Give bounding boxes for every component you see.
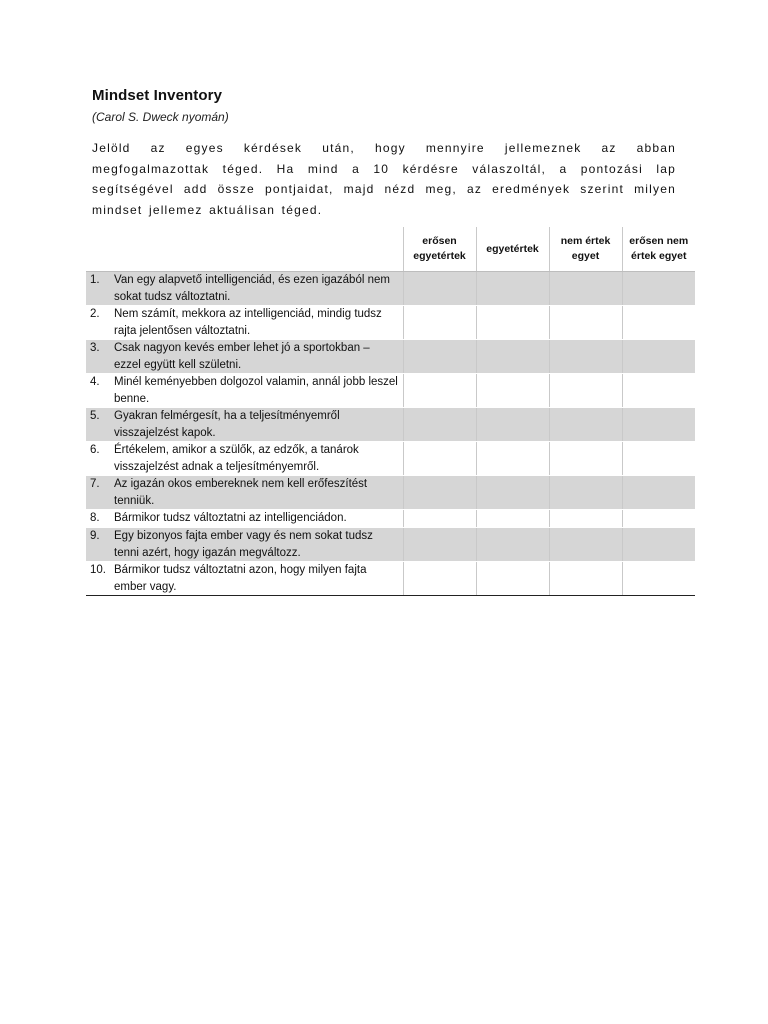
answer-cell-strongly-agree[interactable] xyxy=(403,340,476,374)
statement-number: 7. xyxy=(90,478,100,490)
answer-cell-agree[interactable] xyxy=(476,510,549,528)
answer-cell-disagree[interactable] xyxy=(549,374,622,408)
instructions-paragraph: Jelöld az egyes kérdések után, hogy mennyire jellemeznek az abban megfogalmazottak téged. Ha mind a 10 kérdésre válaszoltál, a pontozási lap segítségével add össze pontjaidat, majd nézd meg, az eredmények szerint milyen mindset jellemez aktuálisan téged. xyxy=(92,141,676,217)
statement-text: Nem számít, mekkora az intelligenciád, mindig tudsz rajta jelentősen változtatni. xyxy=(114,308,382,337)
answer-cell-strongly-agree[interactable] xyxy=(403,528,476,562)
answer-cell-strongly-disagree[interactable] xyxy=(622,408,695,442)
mindset-inventory-table xyxy=(86,227,695,596)
statement-cell xyxy=(86,510,403,528)
table-row xyxy=(86,510,695,528)
statement-cell xyxy=(86,272,403,306)
answer-cell-strongly-disagree[interactable] xyxy=(622,528,695,562)
statement-text: Értékelem, amikor a szülők, az edzők, a tanárok visszajelzést adnak a teljesítményemről. xyxy=(114,444,359,473)
answer-cell-agree[interactable] xyxy=(476,476,549,510)
statement-text: Gyakran felmérgesít, ha a teljesítményemről visszajelzést kapok. xyxy=(114,410,340,439)
statement-text: Bármikor tudsz változtatni az intelligenciádon. xyxy=(114,512,347,524)
statement-text: Csak nagyon kevés ember lehet jó a sportokban – ezzel együtt kell születni. xyxy=(114,342,370,371)
statement-cell xyxy=(86,374,403,408)
table-row xyxy=(86,374,695,408)
answer-cell-agree[interactable] xyxy=(476,272,549,306)
answer-cell-disagree[interactable] xyxy=(549,272,622,306)
answer-cell-agree[interactable] xyxy=(476,408,549,442)
statement-cell xyxy=(86,562,403,596)
answer-cell-disagree[interactable] xyxy=(549,510,622,528)
answer-cell-strongly-disagree[interactable] xyxy=(622,340,695,374)
statement-cell xyxy=(86,306,403,340)
table-row xyxy=(86,442,695,476)
column-header-agree: egyetértek xyxy=(476,227,549,272)
answer-cell-strongly-agree[interactable] xyxy=(403,442,476,476)
answer-cell-strongly-disagree[interactable] xyxy=(622,374,695,408)
statement-cell xyxy=(86,476,403,510)
table-row xyxy=(86,562,695,596)
answer-cell-strongly-disagree[interactable] xyxy=(622,562,695,596)
statement-text: Bármikor tudsz változtatni azon, hogy milyen fajta ember vagy. xyxy=(114,564,367,593)
answer-cell-strongly-agree[interactable] xyxy=(403,306,476,340)
answer-cell-strongly-disagree[interactable] xyxy=(622,442,695,476)
statement-cell xyxy=(86,340,403,374)
answer-cell-strongly-agree[interactable] xyxy=(403,408,476,442)
answer-cell-disagree[interactable] xyxy=(549,476,622,510)
answer-cell-strongly-agree[interactable] xyxy=(403,374,476,408)
answer-cell-strongly-agree[interactable] xyxy=(403,476,476,510)
answer-cell-disagree[interactable] xyxy=(549,306,622,340)
column-header-disagree: nem értek egyet xyxy=(549,227,622,272)
table-row xyxy=(86,408,695,442)
answer-cell-disagree[interactable] xyxy=(549,340,622,374)
table-row xyxy=(86,340,695,374)
statement-column-header xyxy=(86,227,403,272)
table-row xyxy=(86,476,695,510)
answer-cell-disagree[interactable] xyxy=(549,528,622,562)
answer-cell-agree[interactable] xyxy=(476,306,549,340)
answer-cell-strongly-agree[interactable] xyxy=(403,510,476,528)
column-header-strongly-disagree: erősen nem értek egyet xyxy=(622,227,695,272)
answer-cell-strongly-agree[interactable] xyxy=(403,562,476,596)
document-title: Mindset Inventory xyxy=(92,87,223,104)
statement-number: 9. xyxy=(90,530,100,542)
table-row xyxy=(86,272,695,306)
statement-number: 1. xyxy=(90,274,100,286)
answer-cell-agree[interactable] xyxy=(476,374,549,408)
statement-text: Egy bizonyos fajta ember vagy és nem sokat tudsz tenni azért, hogy igazán megváltozz. xyxy=(114,530,373,559)
statement-text: Minél keményebben dolgozol valamin, annál jobb leszel benne. xyxy=(114,376,398,405)
statement-number: 6. xyxy=(90,444,100,456)
answer-cell-agree[interactable] xyxy=(476,562,549,596)
table-row xyxy=(86,306,695,340)
answer-cell-agree[interactable] xyxy=(476,528,549,562)
answer-cell-agree[interactable] xyxy=(476,340,549,374)
statement-number: 2. xyxy=(90,308,100,320)
table-header-row xyxy=(86,227,695,272)
statement-cell xyxy=(86,408,403,442)
answer-cell-strongly-disagree[interactable] xyxy=(622,476,695,510)
table-row xyxy=(86,528,695,562)
answer-cell-agree[interactable] xyxy=(476,442,549,476)
answer-cell-strongly-disagree[interactable] xyxy=(622,306,695,340)
statement-number: 8. xyxy=(90,512,100,524)
document-subtitle: (Carol S. Dweck nyomán) xyxy=(92,110,229,124)
answer-cell-disagree[interactable] xyxy=(549,442,622,476)
statement-cell xyxy=(86,528,403,562)
statement-cell xyxy=(86,442,403,476)
answer-cell-disagree[interactable] xyxy=(549,408,622,442)
statement-text: Van egy alapvető intelligenciád, és ezen igazából nem sokat tudsz változtatni. xyxy=(114,274,390,303)
answer-cell-strongly-disagree[interactable] xyxy=(622,272,695,306)
column-header-strongly-agree: erősen egyetértek xyxy=(403,227,476,272)
answer-cell-strongly-agree[interactable] xyxy=(403,272,476,306)
statement-number: 5. xyxy=(90,410,100,422)
answer-cell-disagree[interactable] xyxy=(549,562,622,596)
answer-cell-strongly-disagree[interactable] xyxy=(622,510,695,528)
statement-text: Az igazán okos embereknek nem kell erőfeszítést tenniük. xyxy=(114,478,368,507)
statement-number: 3. xyxy=(90,342,100,354)
statement-number: 4. xyxy=(90,376,100,388)
statement-number: 10. xyxy=(90,564,106,576)
